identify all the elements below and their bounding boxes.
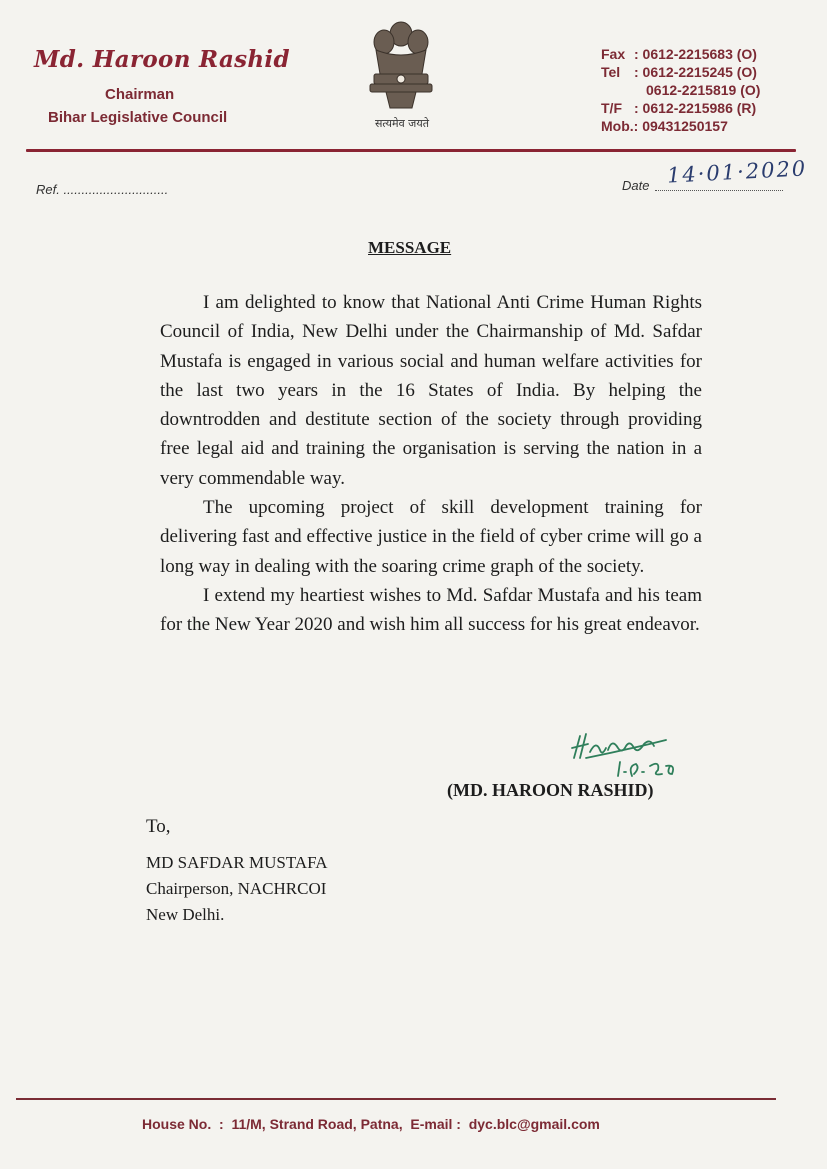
contact-mobile: Mob.: 09431250157 [601, 118, 728, 134]
handwritten-signature [566, 728, 706, 782]
footer-address: House No. : 11/M, Strand Road, Patna, E-mail : dyc.blc@gmail.com [142, 1116, 600, 1132]
signatory-name: (MD. HAROON RASHID) [447, 780, 654, 800]
contact-tel-2: 0612-2215819 (O) [646, 82, 761, 98]
contact-tel: Tel : 0612-2215245 (O) [601, 64, 757, 80]
footer-divider [16, 1098, 776, 1100]
emblem-motto: सत्यमेव जयते [374, 117, 429, 130]
message-heading: MESSAGE [368, 238, 452, 257]
message-body [160, 288, 702, 640]
date-dotted-line [655, 190, 783, 191]
reference-field: Ref. ............................. [36, 182, 169, 197]
header-divider [26, 149, 796, 152]
recipient-block [146, 814, 328, 928]
contact-block [601, 45, 760, 135]
sender-designation: Chairman [105, 86, 175, 103]
sender-organisation: Bihar Legislative Council [48, 109, 228, 126]
contact-fax: Fax : 0612-2215683 (O) [601, 46, 757, 62]
paragraph-2: The upcoming project of skill development training for delivering fast and effective justice in the field of cyber crime will go a long way in dealing with the soaring crime graph of the society. [160, 497, 702, 577]
national-emblem-icon [362, 16, 440, 114]
sender-name: Md. Haroon Rashid [34, 46, 290, 73]
date-label: Date [622, 178, 650, 193]
paragraph-3: I extend my heartiest wishes to Md. Safdar Mustafa and his team for the New Year 2020 and wish him all success for his great endeavor. [160, 584, 702, 636]
contact-tf: T/F : 0612-2215986 (R) [601, 100, 757, 116]
recipient-name: MD SAFDAR MUSTAFA [146, 853, 328, 872]
recipient-title: Chairperson, NACHRCOI [146, 879, 327, 898]
paragraph-1: I am delighted to know that National Anti Crime Human Rights Council of India, New Delhi under the Chairmanship of Md. Safdar Mustafa is engaged in various social and human welfare activities for the last two years in the 16 States of India. By helping the downtrodden and destitute section of the society through providing free legal aid and training the organisation is serving the nation in a very commendable way. [160, 292, 702, 489]
recipient-city: New Delhi. [146, 905, 225, 924]
handwritten-date: 14·01·2020 [666, 156, 808, 188]
to-label: To, [146, 816, 171, 837]
